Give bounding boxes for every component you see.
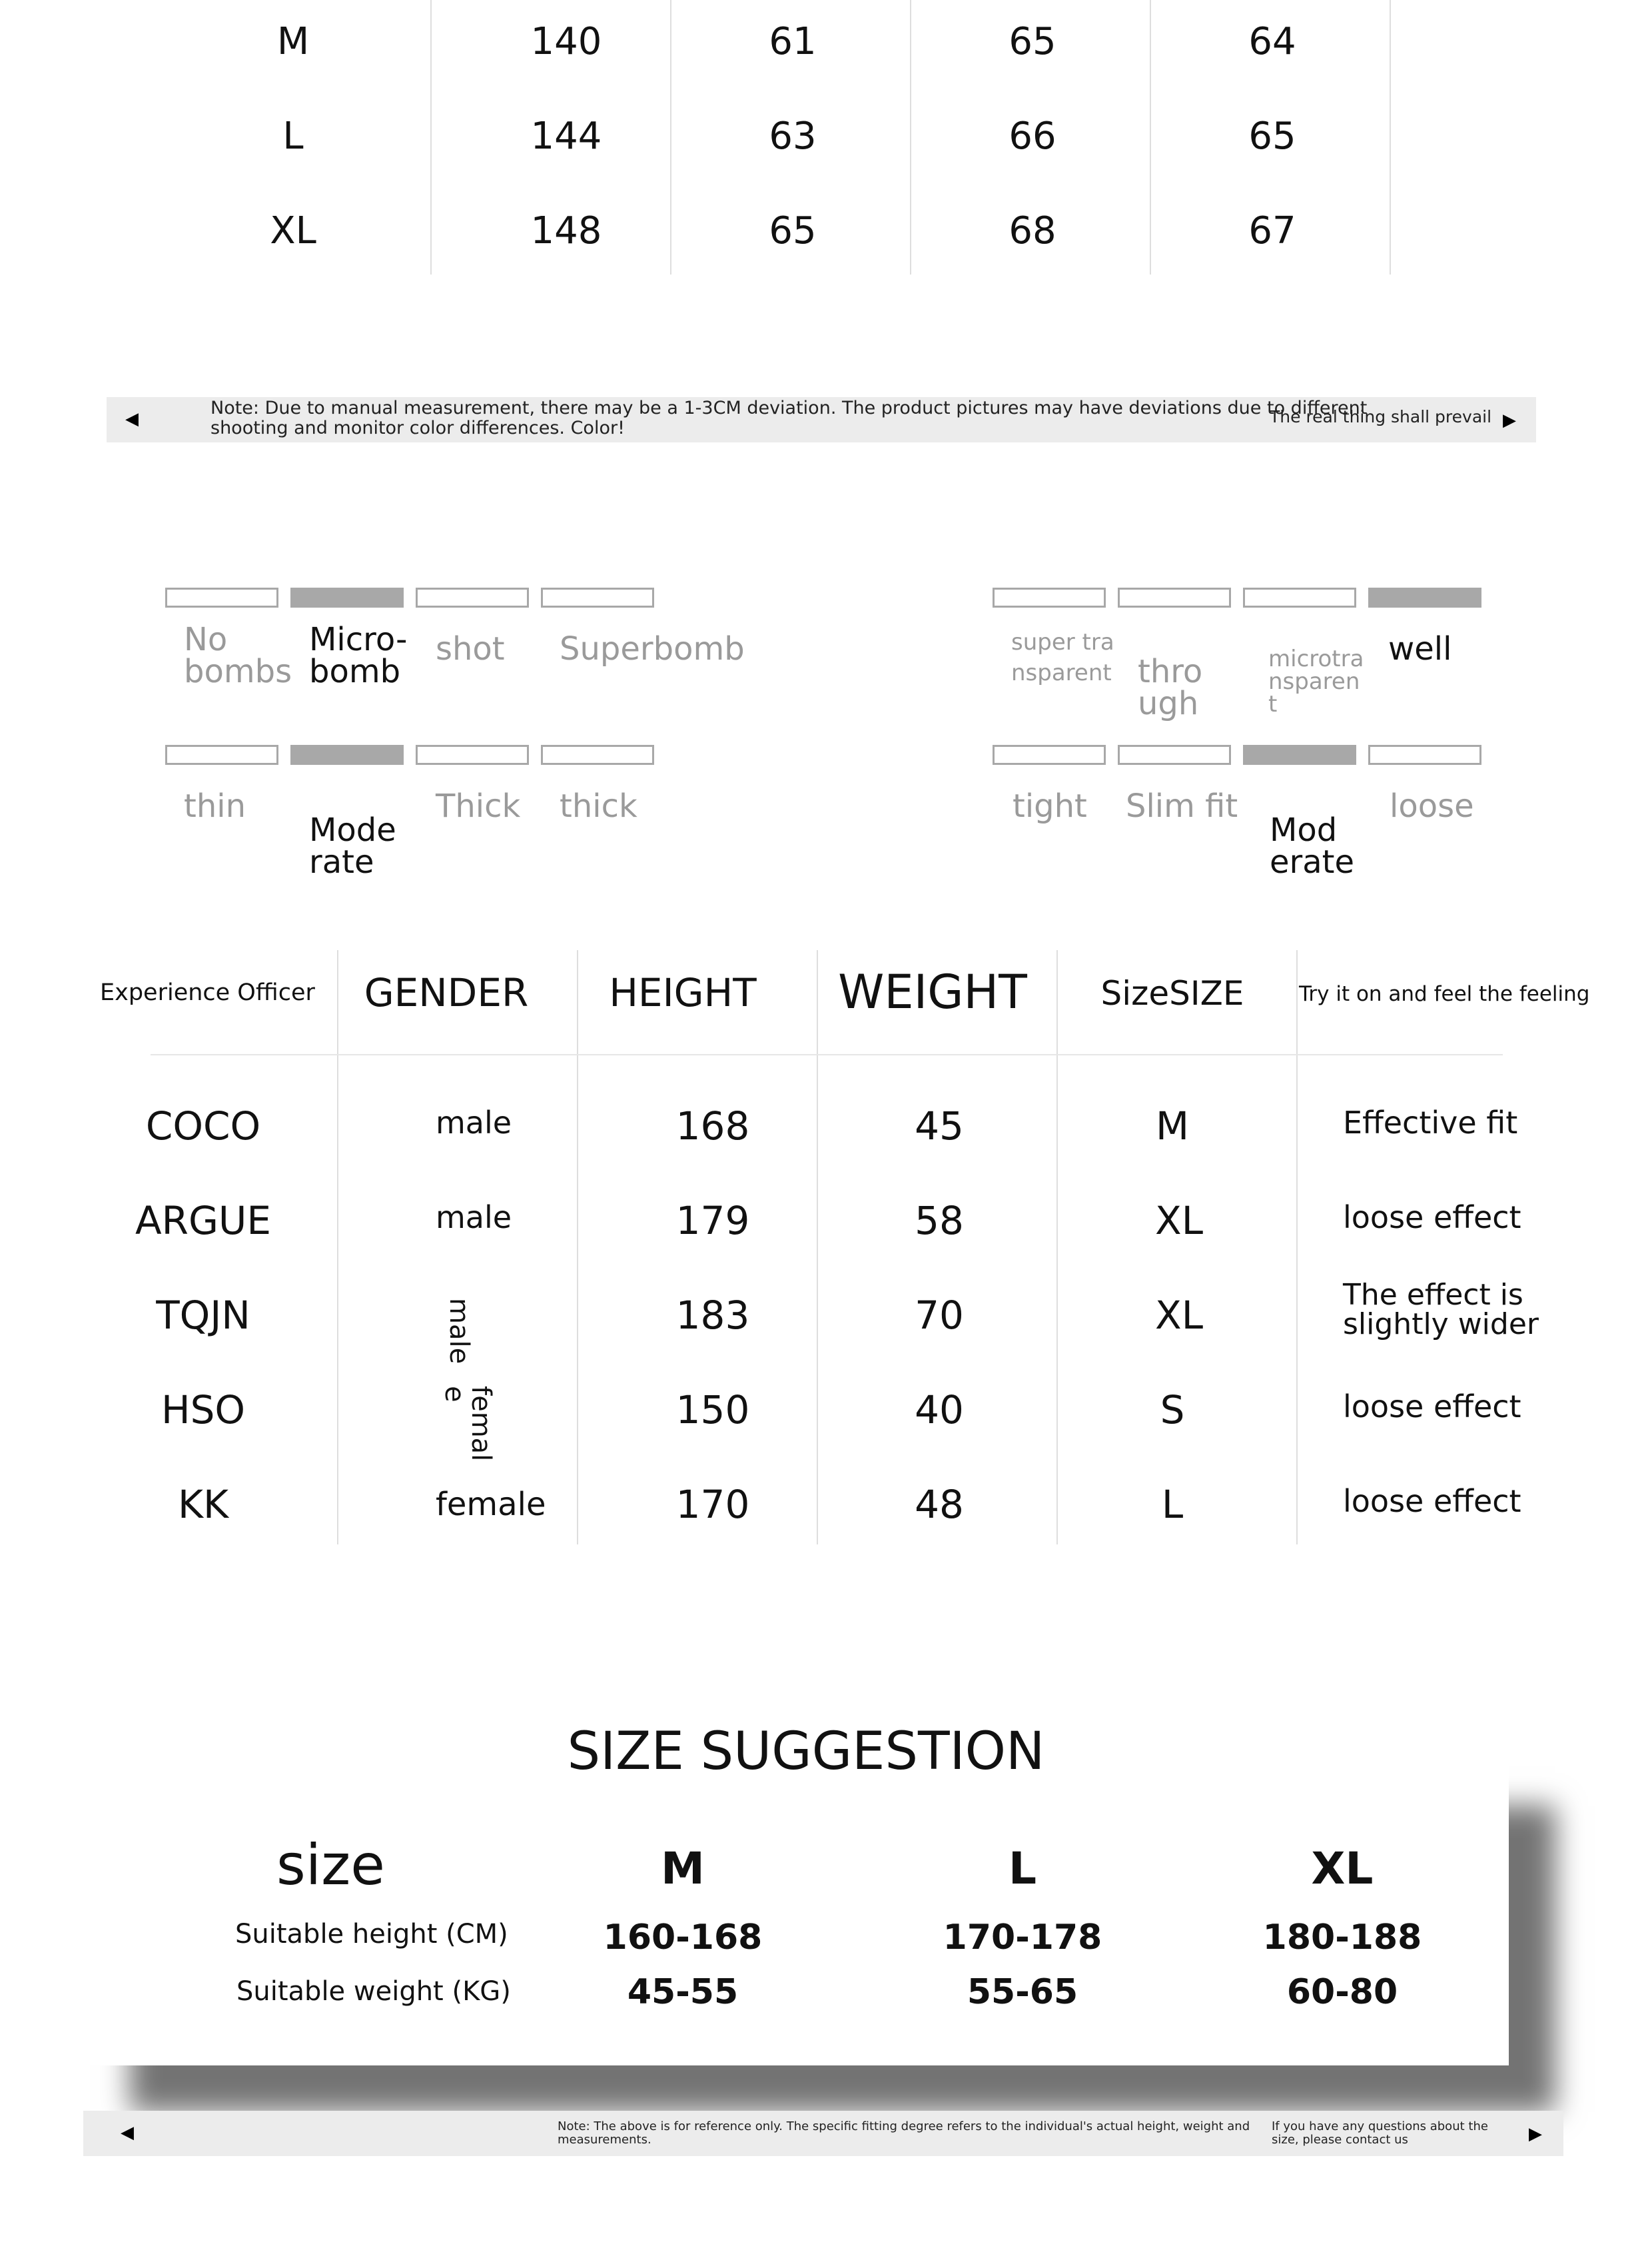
header-officer: Experience Officer [100, 979, 315, 1006]
scale-box [416, 588, 529, 608]
scale-box [1243, 588, 1356, 608]
table-divider [910, 0, 911, 275]
table-divider [1056, 950, 1058, 1544]
officer-feeling: The effect is slightly wider [1343, 1278, 1539, 1341]
header-size: SizeSIZE [1100, 974, 1244, 1013]
officer-size: L [1161, 1482, 1184, 1527]
officer-gender: male [444, 1298, 474, 1365]
scale-box-selected [1243, 745, 1356, 765]
header-gender: GENDER [364, 970, 529, 1015]
size-suggestion-card [83, 1759, 1509, 2065]
officer-name: TQJN [156, 1293, 250, 1338]
size-column-m: M [661, 1843, 705, 1894]
scale-label: Slim fit [1126, 788, 1238, 825]
scale-label-selected: Moderate [1270, 812, 1355, 881]
officer-feeling: loose effect [1343, 1389, 1521, 1424]
scale-box-selected [290, 745, 404, 765]
right-arrow-icon: ▶ [1503, 410, 1516, 430]
table-divider [577, 950, 578, 1544]
officer-weight: 40 [915, 1387, 964, 1432]
size-column-l: L [1008, 1843, 1037, 1894]
value-cell: 64 [1248, 20, 1296, 63]
size-column-xl: XL [1311, 1843, 1374, 1894]
scale-box-selected [1368, 588, 1481, 608]
value-cell: 65 [769, 209, 817, 253]
table-divider [1150, 0, 1151, 275]
scale-box [993, 745, 1106, 765]
scale-label: shot [436, 630, 505, 668]
size-cell: L [282, 115, 304, 158]
value-cell: 68 [1009, 209, 1056, 253]
header-feeling: Try it on and feel the feeling [1299, 982, 1590, 1006]
table-divider [817, 950, 818, 1544]
scale-label: super transparent [1011, 629, 1114, 686]
scale-label-selected: well [1388, 630, 1452, 668]
weight-range: 55-65 [967, 1972, 1078, 2012]
scale-box [1118, 745, 1231, 765]
scale-box [1118, 588, 1231, 608]
scale-label: microtransparent [1268, 646, 1364, 718]
scale-box [165, 745, 278, 765]
scale-label: loose [1390, 788, 1474, 825]
note-banner [107, 397, 1536, 442]
header-weight: WEIGHT [838, 965, 1027, 1019]
scale-label: Thick [436, 788, 521, 825]
scale-box [1368, 745, 1481, 765]
header-divider [151, 1054, 1503, 1055]
scale-label: through [1138, 653, 1203, 722]
left-arrow-icon: ◀ [121, 2123, 134, 2143]
officer-height: 179 [675, 1198, 750, 1243]
table-divider [430, 0, 432, 275]
officer-height: 183 [675, 1293, 750, 1338]
scale-box [165, 588, 278, 608]
scale-label: thick [560, 788, 637, 825]
officer-gender: female [436, 1486, 546, 1523]
scale-box [416, 745, 529, 765]
size-header-label: size [276, 1832, 385, 1898]
officer-gender: male [436, 1199, 512, 1235]
officer-name: ARGUE [135, 1198, 272, 1243]
scale-box-selected [290, 588, 404, 608]
value-cell: 140 [530, 20, 602, 63]
officer-feeling: loose effect [1343, 1199, 1521, 1235]
note-right-text: The real thing shall prevail [1270, 407, 1492, 426]
weight-row-label: Suitable weight (KG) [236, 1976, 511, 2007]
note-text: Note: Due to manual measurement, there may be a 1-3CM deviation. The product pictures may have deviations due to different shooting and monitor color differences. Color! [210, 398, 1368, 438]
size-cell: XL [270, 209, 316, 253]
scale-label: tight [1013, 788, 1087, 825]
value-cell: 65 [1248, 115, 1296, 158]
officer-size: M [1155, 1103, 1190, 1149]
scale-box [993, 588, 1106, 608]
officer-feeling: Effective fit [1343, 1105, 1518, 1141]
height-range: 160-168 [603, 1918, 763, 1958]
scale-label: Superbomb [560, 630, 745, 668]
officer-feeling: loose effect [1343, 1483, 1521, 1519]
size-suggestion-title: SIZE SUGGESTION [567, 1722, 1045, 1782]
officer-name: KK [177, 1482, 229, 1527]
weight-range: 60-80 [1286, 1972, 1398, 2012]
value-cell: 61 [769, 20, 817, 63]
officer-gender: female [439, 1386, 496, 1462]
note-right-text: If you have any questions about the size, please contact us [1272, 2119, 1488, 2147]
height-range: 180-188 [1262, 1918, 1422, 1958]
value-cell: 66 [1009, 115, 1056, 158]
value-cell: 63 [769, 115, 817, 158]
officer-size: S [1160, 1387, 1185, 1432]
scale-label-selected: Micro-bomb [309, 621, 408, 690]
scale-label-selected: Moderate [309, 812, 396, 881]
scale-box [541, 745, 654, 765]
value-cell: 148 [530, 209, 602, 253]
scale-label: No bombs [184, 621, 292, 690]
weight-range: 45-55 [627, 1972, 739, 2012]
officer-name: HSO [161, 1387, 246, 1432]
table-divider [670, 0, 671, 275]
officer-weight: 48 [915, 1482, 964, 1527]
left-arrow-icon: ◀ [125, 409, 139, 429]
table-divider [1390, 0, 1391, 275]
officer-weight: 70 [915, 1293, 964, 1338]
officer-height: 150 [675, 1387, 750, 1432]
note-text: Note: The above is for reference only. The specific fitting degree refers to the individual's actual height, weight and measurements. [558, 2119, 1250, 2147]
right-arrow-icon: ▶ [1529, 2124, 1542, 2144]
table-divider [1296, 950, 1298, 1544]
value-cell: 67 [1248, 209, 1296, 253]
value-cell: 65 [1009, 20, 1056, 63]
table-divider [337, 950, 338, 1544]
officer-height: 170 [675, 1482, 750, 1527]
header-height: HEIGHT [609, 970, 757, 1015]
height-range: 170-178 [943, 1918, 1102, 1958]
size-cell: M [276, 20, 310, 63]
officer-weight: 58 [915, 1198, 964, 1243]
value-cell: 144 [530, 115, 602, 158]
height-row-label: Suitable height (CM) [235, 1919, 508, 1950]
officer-weight: 45 [915, 1103, 964, 1149]
scale-box [541, 588, 654, 608]
officer-gender: male [436, 1105, 512, 1141]
officer-name: COCO [145, 1103, 261, 1149]
note-banner [83, 2111, 1563, 2156]
scale-label: thin [184, 788, 246, 825]
officer-height: 168 [675, 1103, 750, 1149]
officer-size: XL [1154, 1293, 1204, 1338]
officer-size: XL [1154, 1198, 1204, 1243]
